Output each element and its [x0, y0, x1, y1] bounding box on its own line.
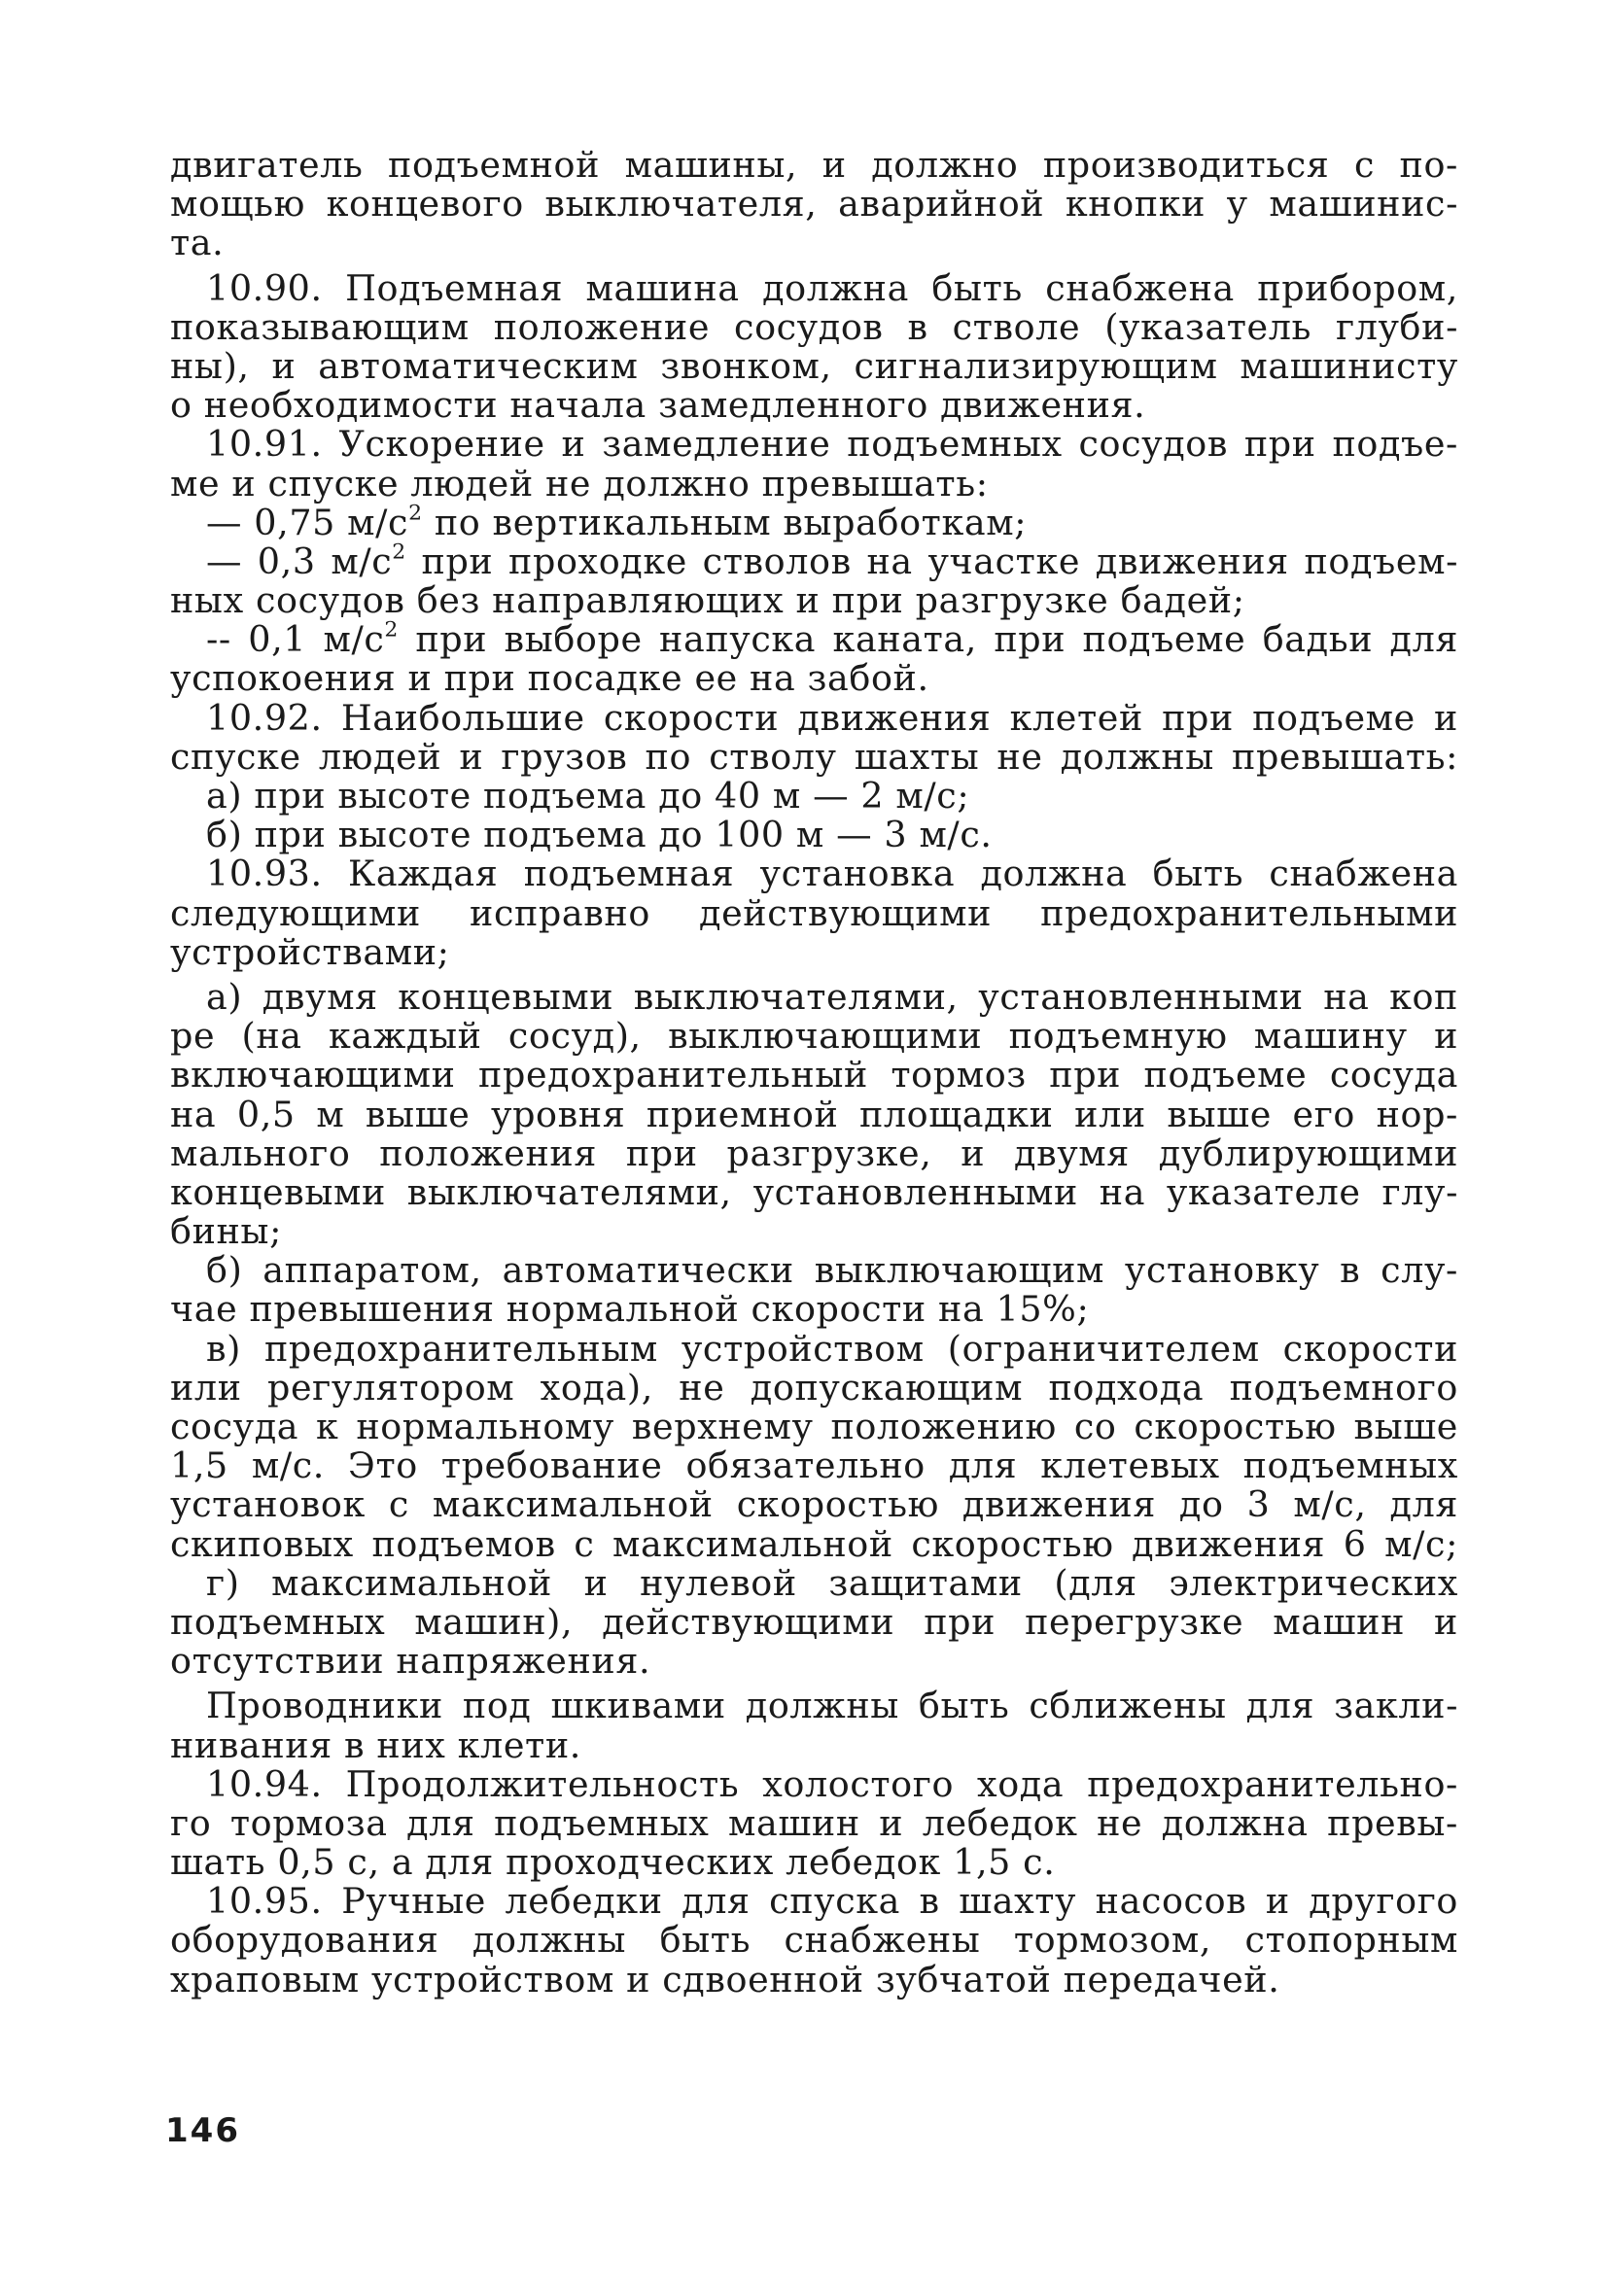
text-segment: — 0,3 м/с — [206, 539, 393, 582]
text-segment: при выборе напуска каната, при подъеме бадьи для — [398, 618, 1458, 661]
text-line: двигатель подъемной машины, и должно производиться с по- — [170, 144, 1458, 186]
text-line: подъемных машин), действующими при перегрузке машин и — [170, 1600, 1458, 1643]
paragraph-10-90: 10.90. Подъемная машина должна быть снабжена прибором, — [206, 266, 1458, 309]
list-item: в) предохранительным устройством (ограничителем скорости — [206, 1327, 1458, 1370]
list-item — [170, 617, 1458, 661]
text-line: сосуда к нормальному верхнему положению со скоростью выше — [170, 1406, 1458, 1447]
text-line: о необходимости начала замедленного движения. — [170, 384, 1146, 427]
superscript: 2 — [384, 617, 399, 643]
text-line: шать 0,5 с, а для проходческих лебедок 1,5 с. — [170, 1841, 1056, 1884]
text-line: включающими предохранительный тормоз при подъеме сосуда — [170, 1054, 1458, 1096]
paragraph-10-91: 10.91. Ускорение и замедление подъемных сосудов при подъе- — [206, 423, 1458, 466]
list-item: а) при высоте подъема до 40 м — 2 м/с; — [206, 775, 970, 817]
text-line: мального положения при разгрузке, и двумя дублирующими — [170, 1131, 1458, 1174]
text-line: оборудования должны быть снабжены тормозом, стопорным — [170, 1919, 1458, 1962]
paragraph-10-94: 10.94. Продолжительность холостого хода предохранительно- — [206, 1762, 1458, 1805]
text-segment: по вертикальным выработкам; — [422, 501, 1028, 543]
paragraph-10-95: 10.95. Ручные лебедки для спуска в шахту насосов и другого — [206, 1880, 1458, 1923]
list-item — [170, 539, 1458, 582]
text-line: 1,5 м/с. Это требование обязательно для клетевых подъемных — [170, 1444, 1458, 1487]
superscript: 2 — [392, 539, 406, 565]
paragraph-10-93: 10.93. Каждая подъемная установка должна быть снабжена — [206, 852, 1458, 895]
text-line: успокоения и при посадке ее на забой. — [170, 657, 929, 700]
text-line: ны), и автоматическим звонком, сигнализирующим машинисту — [170, 344, 1458, 387]
text-line: установок с максимальной скоростью движения до 3 м/с, для — [170, 1483, 1458, 1526]
superscript: 2 — [408, 501, 423, 526]
text-line: устройствами; — [170, 930, 450, 973]
text-line: ме и спуске людей не должно превышать: — [170, 462, 989, 504]
text-line: нивания в них клети. — [170, 1723, 581, 1766]
paragraph-10-92: 10.92. Наибольшие скорости движения клетей при подъеме и — [206, 696, 1458, 739]
text-line: та. — [170, 222, 225, 264]
list-item: б) аппаратом, автоматически выключающим установку в слу- — [206, 1249, 1458, 1292]
text-line: скиповых подъемов с максимальной скоростью движения 6 м/с; — [170, 1522, 1458, 1565]
text-line: отсутствии напряжения. — [170, 1640, 651, 1683]
text-line: храповым устройством и сдвоенной зубчатой передачей. — [170, 1958, 1280, 2000]
text-segment: при проходке стволов на участке движения подъем- — [405, 539, 1458, 582]
list-item: б) при высоте подъема до 100 м — 3 м/с. — [206, 814, 993, 856]
text-line: концевыми выключателями, установленными на указателе глу- — [170, 1170, 1458, 1213]
list-item: г) максимальной и нулевой защитами (для электрических — [206, 1561, 1458, 1604]
text-line: ных сосудов без направляющих и при разгрузке бадей; — [170, 579, 1245, 622]
text-line: спуске людей и грузов по стволу шахты не должны превышать: — [170, 735, 1458, 778]
text-line: бины; — [170, 1210, 282, 1253]
text-line: следующими исправно действующими предохранительными — [170, 891, 1458, 934]
text-line: го тормоза для подъемных машин и лебедок не должна превы- — [170, 1801, 1458, 1844]
text-segment: — 0,75 м/с — [206, 501, 409, 543]
paragraph: Проводники под шкивами должны быть сближены для закли- — [206, 1685, 1458, 1727]
list-item — [170, 501, 1458, 543]
page-number: 146 — [165, 2111, 240, 2150]
text-line: ре (на каждый сосуд), выключающими подъемную машину и — [170, 1015, 1458, 1058]
text-line: чае превышения нормальной скорости на 15%; — [170, 1288, 1090, 1331]
text-line: показывающим положение сосудов в стволе (указатель глуби- — [170, 305, 1458, 348]
text-line: или регулятором хода), не допускающим подхода подъемного — [170, 1366, 1458, 1409]
document-body — [170, 146, 1458, 2000]
text-segment: -- 0,1 м/с — [206, 618, 385, 661]
list-item: а) двумя концевыми выключателями, установленными на коп — [206, 975, 1458, 1018]
text-line: мощью концевого выключателя, аварийной кнопки у машинис- — [170, 183, 1458, 226]
text-line: на 0,5 м выше уровня приемной площадки или выше его нор- — [170, 1093, 1458, 1135]
